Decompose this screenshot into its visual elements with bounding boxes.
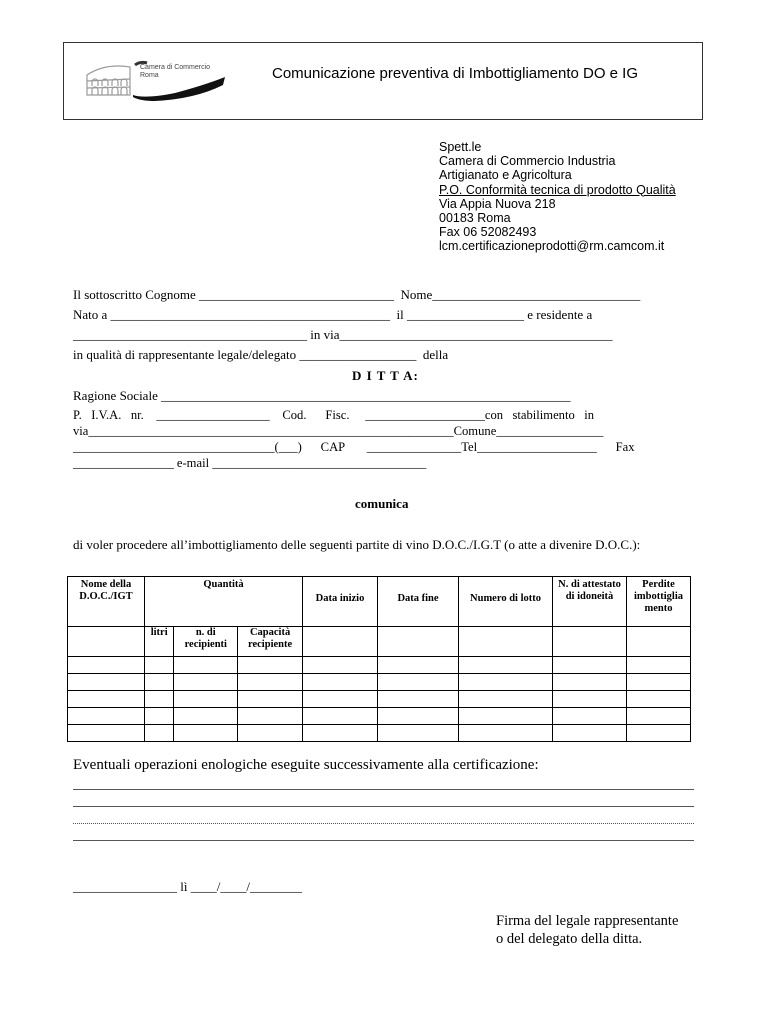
cell[interactable] [459, 674, 553, 691]
cell[interactable] [68, 725, 145, 742]
cell[interactable] [627, 691, 691, 708]
col-quantita: Quantità [145, 577, 303, 627]
cell[interactable] [627, 674, 691, 691]
email-line[interactable]: ________________ e-mail __________________________________ [73, 456, 427, 470]
cell[interactable] [459, 725, 553, 742]
col-perdite: Perdite imbottiglia mento [627, 577, 691, 627]
sub-capacita: Capacità recipiente [238, 627, 303, 657]
cell[interactable] [68, 691, 145, 708]
cell[interactable] [553, 725, 627, 742]
piva-line[interactable]: P. I.V.A. nr. __________________ Cod. Fisc. ___________________con stabilimento in [73, 408, 595, 422]
cell[interactable] [174, 708, 238, 725]
address-block [439, 140, 676, 254]
cell[interactable] [459, 627, 553, 657]
cell[interactable] [378, 725, 459, 742]
logo-text-line1: Camera di Commercio [140, 64, 211, 71]
page-title: Comunicazione preventiva di Imbottigliamento DO e IG [272, 65, 639, 82]
cell[interactable] [553, 691, 627, 708]
signature-line1: Firma del legale rappresentante [496, 913, 679, 929]
cap-tel-fax-line[interactable]: ________________________________(___) CAP _______________Tel___________________ Fax [73, 440, 635, 454]
cell[interactable] [68, 627, 145, 657]
address-line: Spett.le [439, 140, 482, 154]
intro-line: di voler procedere all’imbottigliamento delle seguenti partite di vino D.O.C./I.G.T (o atte a divenire D.O.C.): [73, 537, 641, 552]
cell[interactable] [553, 657, 627, 674]
cell[interactable] [303, 725, 378, 742]
cell[interactable] [627, 627, 691, 657]
col-nome: Nome della D.O.C./IGT [68, 577, 145, 627]
birth-line[interactable]: Nato a ___________________________________________ il __________________ e residente a [73, 307, 593, 322]
cell[interactable] [627, 725, 691, 742]
cell[interactable] [459, 691, 553, 708]
cell[interactable] [378, 627, 459, 657]
cell[interactable] [145, 708, 174, 725]
col-data-inizio: Data inizio [303, 577, 378, 627]
eventuali-heading: Eventuali operazioni enologiche eseguite successivamente alla certificazione: [73, 757, 539, 773]
cell[interactable] [238, 725, 303, 742]
ragione-sociale-line[interactable]: Ragione Sociale _______________________________________________________________ [73, 388, 571, 403]
cell[interactable] [378, 674, 459, 691]
ditta-heading: D I T T A: [352, 368, 419, 383]
address-line: Fax 06 52082493 [439, 225, 537, 240]
cell[interactable] [627, 708, 691, 725]
surname-name-line[interactable]: Il sottoscritto Cognome ______________________________ Nome________________________________ [73, 287, 641, 302]
address-line: 00183 Roma [439, 211, 511, 226]
residence-line[interactable]: ____________________________________ in via__________________________________________ [73, 327, 613, 342]
sub-litri: litri [145, 627, 174, 657]
cell[interactable] [174, 725, 238, 742]
cell[interactable] [303, 708, 378, 725]
address-line: Artigianato e Agricoltura [439, 168, 572, 183]
cell[interactable] [238, 708, 303, 725]
cell[interactable] [174, 691, 238, 708]
notes-line[interactable] [73, 840, 694, 841]
address-line: Camera di Commercio Industria [439, 154, 616, 169]
table-row [68, 674, 691, 691]
cell[interactable] [145, 674, 174, 691]
cell[interactable] [145, 691, 174, 708]
cell[interactable] [68, 657, 145, 674]
bottling-table [67, 576, 691, 742]
signature-block [496, 912, 678, 948]
notes-line[interactable] [73, 806, 694, 807]
cell[interactable] [378, 691, 459, 708]
cell[interactable] [303, 674, 378, 691]
cell[interactable] [68, 708, 145, 725]
via-comune-line[interactable]: via__________________________________________________________Comune_________________ [73, 424, 604, 438]
notes-line[interactable] [73, 823, 694, 824]
cell[interactable] [627, 657, 691, 674]
logo-text [140, 64, 210, 80]
cell[interactable] [145, 725, 174, 742]
cell[interactable] [553, 627, 627, 657]
cell[interactable] [174, 657, 238, 674]
address-line: Via Appia Nuova 218 [439, 196, 556, 211]
cell[interactable] [459, 657, 553, 674]
cell[interactable] [303, 691, 378, 708]
signature-line2: o del delegato della ditta. [496, 931, 643, 947]
address-line: P.O. Conformità tecnica di prodotto Qualità [439, 182, 676, 197]
col-data-fine: Data fine [378, 577, 459, 627]
col-attestato: N. di attestato di idoneità [553, 577, 627, 627]
comunica-heading: comunica [355, 496, 409, 511]
email-address: lcm.certificazioneprodotti@rm.camcom.it [439, 239, 665, 254]
table-row [68, 708, 691, 725]
role-line[interactable]: in qualità di rappresentante legale/delegato __________________ della [73, 347, 449, 362]
table-row [68, 691, 691, 708]
table-row [68, 725, 691, 742]
date-line[interactable]: ________________ lì ____/____/________ [73, 879, 302, 894]
cell[interactable] [378, 708, 459, 725]
sub-recipienti: n. di recipienti [174, 627, 238, 657]
cell[interactable] [553, 708, 627, 725]
cell[interactable] [303, 627, 378, 657]
cell[interactable] [238, 674, 303, 691]
cell[interactable] [238, 691, 303, 708]
cell[interactable] [145, 657, 174, 674]
cell[interactable] [238, 657, 303, 674]
notes-line[interactable] [73, 789, 694, 790]
cell[interactable] [68, 674, 145, 691]
table-row [68, 657, 691, 674]
cell[interactable] [174, 674, 238, 691]
col-lotto: Numero di lotto [459, 577, 553, 627]
cell[interactable] [303, 657, 378, 674]
cell[interactable] [553, 674, 627, 691]
cell[interactable] [378, 657, 459, 674]
logo-text-line2: Roma [140, 72, 159, 79]
cell[interactable] [459, 708, 553, 725]
